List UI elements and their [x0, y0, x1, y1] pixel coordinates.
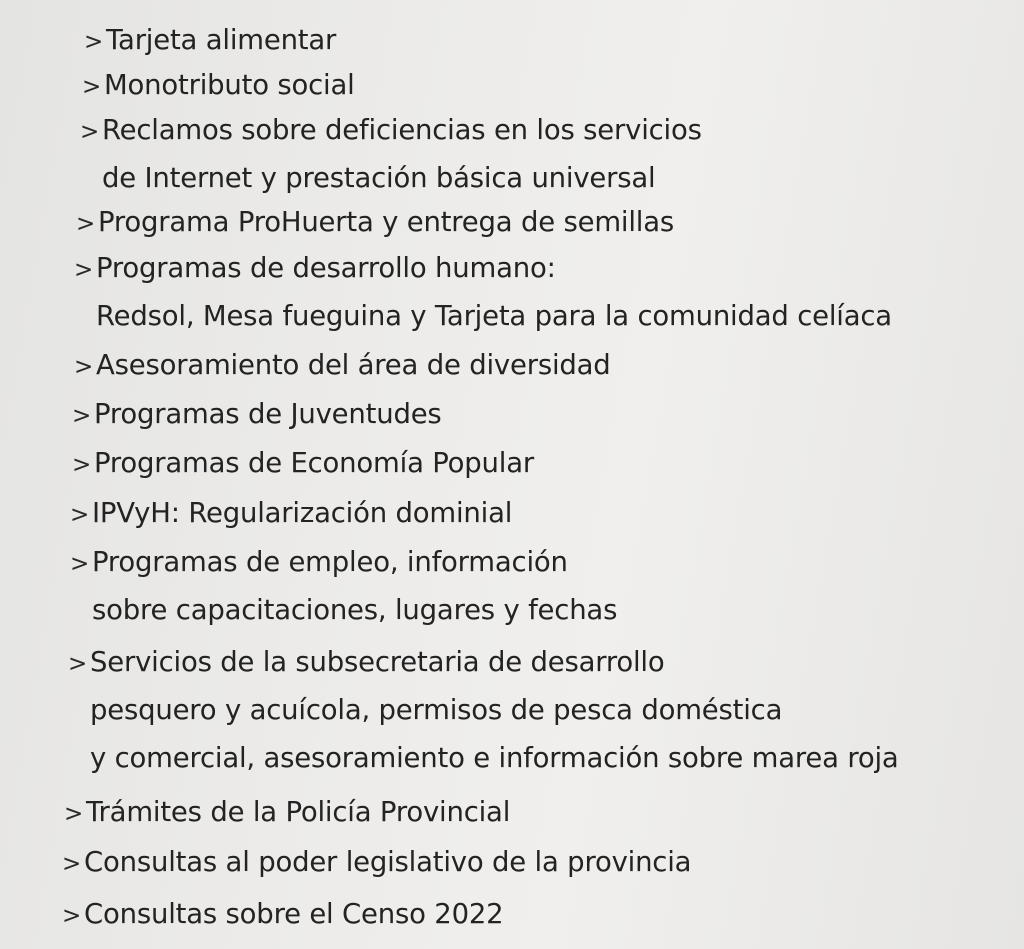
item-text: Reclamos sobre deficiencias en los servicios [102, 114, 702, 146]
list-item-economia-popular [72, 439, 534, 487]
bullet-marker: > [72, 452, 92, 478]
bullet-marker: > [64, 801, 84, 827]
bullet-marker: > [70, 502, 90, 528]
item-text: Monotributo social [104, 69, 355, 101]
list-item-juventudes [72, 390, 442, 438]
item-text: Programa ProHuerta y entrega de semillas [98, 206, 675, 238]
list-item-ipvyh [70, 489, 512, 537]
item-text: IPVyH: Regularización dominial [92, 497, 513, 529]
bullet-marker: > [76, 211, 96, 237]
item-text-continued: y comercial, asesoramiento e información sobre marea roja [90, 742, 899, 774]
bullet-marker: > [82, 74, 102, 100]
bullet-marker: > [84, 29, 104, 55]
item-text: Asesoramiento del área de diversidad [96, 349, 611, 381]
item-text: Consultas al poder legislativo de la provincia [84, 846, 692, 878]
item-text: Tarjeta alimentar [106, 24, 337, 56]
item-text: Programas de empleo, información [92, 546, 568, 578]
bullet-marker: > [80, 119, 100, 145]
list-item-desarrollo-humano [74, 244, 892, 340]
bullet-marker: > [62, 851, 82, 877]
item-text: Programas de Juventudes [94, 398, 442, 430]
bullet-marker: > [68, 651, 88, 677]
bullet-marker: > [62, 903, 82, 929]
list-item-empleo [70, 538, 617, 634]
item-text: Trámites de la Policía Provincial [86, 796, 511, 828]
bullet-marker: > [72, 403, 92, 429]
item-text: Servicios de la subsecretaria de desarrollo [90, 646, 665, 678]
item-text: Programas de desarrollo humano: [96, 252, 556, 284]
list-item-pesca [68, 638, 899, 782]
list-item-poder-legislativo [62, 838, 691, 886]
list-item-tarjeta-alimentar [84, 16, 336, 64]
item-text: Programas de Economía Popular [94, 447, 534, 479]
bullet-marker: > [74, 354, 94, 380]
item-text-continued: Redsol, Mesa fueguina y Tarjeta para la comunidad celíaca [96, 300, 892, 332]
list-item-reclamos-internet [80, 106, 702, 202]
list-item-policia [64, 788, 510, 836]
item-text-continued: de Internet y prestación básica universal [102, 162, 656, 194]
item-text-continued: sobre capacitaciones, lugares y fechas [92, 594, 618, 626]
item-text-continued: pesquero y acuícola, permisos de pesca doméstica [90, 694, 783, 726]
bullet-marker: > [74, 257, 94, 283]
bullet-marker: > [70, 551, 90, 577]
item-text: Consultas sobre el Censo 2022 [84, 898, 504, 930]
list-item-prohuerta [76, 198, 674, 246]
list-item-diversidad [74, 341, 611, 389]
list-item-censo [62, 890, 503, 938]
list-item-monotributo-social [82, 61, 355, 109]
